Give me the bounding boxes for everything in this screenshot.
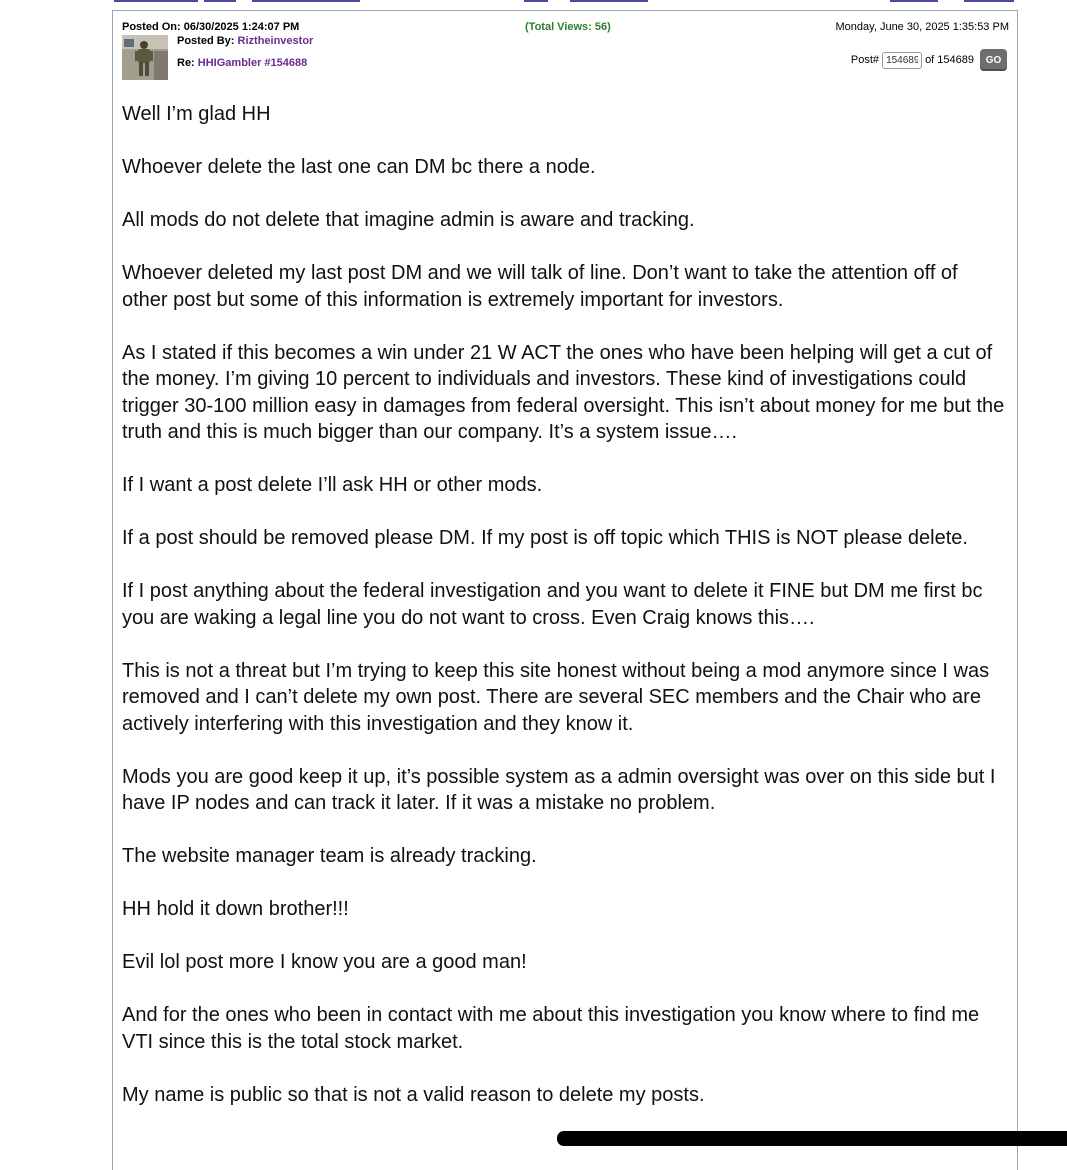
post-paragraph: Well I’m glad HH <box>122 103 271 125</box>
post-paragraph: All mods do not delete that imagine admin is aware and tracking. <box>122 209 695 231</box>
post-number-label: Post# <box>850 54 880 66</box>
redaction-bar <box>557 1131 1067 1146</box>
post-paragraph: If I post anything about the federal investigation and you want to delete it FINE but DM me first bc you are waking a legal line you do not want to cross. Even Craig knows this…. <box>122 580 983 629</box>
reply-to <box>177 57 307 69</box>
posted-by <box>177 35 313 47</box>
post-container <box>112 10 1018 1170</box>
post-total-label: of 154689 <box>925 54 974 66</box>
post-navigation <box>851 49 1007 71</box>
reply-to-label: Re: <box>177 57 195 69</box>
posted-by-username-link[interactable]: Riztheinvestor <box>237 35 314 47</box>
post-paragraph: As I stated if this becomes a win under 21 W ACT the ones who have been helping will get a cut of the money. I’m giving 10 percent to individuals and investors. These kind of investigations could trigger 30-100 million easy in damages from federal oversight. This isn’t about money for me but the truth and this is much bigger than our company. It’s a system issue…. <box>122 341 1005 443</box>
total-views: (Total Views: 56) <box>525 21 611 33</box>
posted-by-label: Posted By: <box>177 35 235 47</box>
reply-to-link[interactable]: HHIGambler #154688 <box>197 57 308 69</box>
current-date: Monday, June 30, 2025 1:35:53 PM <box>835 21 1009 33</box>
post-body <box>122 101 1007 1135</box>
post-paragraph: This is not a threat but I’m trying to keep this site honest without being a mod anymore since I was removed and I can’t delete my own post. There are several SEC members and the Chair who are actively interfering with this investigation and they know it. <box>122 659 990 735</box>
post-paragraph: Whoever deleted my last post DM and we will talk of line. Don’t want to take the attention off of other post but some of this information is extremely important for investors. <box>122 262 958 311</box>
post-paragraph: The website manager team is already tracking. <box>122 845 537 867</box>
post-number-input[interactable] <box>882 52 922 69</box>
post-paragraph: Mods you are good keep it up, it’s possible system as a admin oversight was over on this side but I have IP nodes and can track it later. If it was a mistake no problem. <box>122 765 996 814</box>
posted-on-value: 06/30/2025 1:24:07 PM <box>183 21 300 33</box>
go-button[interactable]: GO <box>980 49 1007 71</box>
post-paragraph: Evil lol post more I know you are a good man! <box>122 951 527 973</box>
post-paragraph: And for the ones who been in contact with me about this investigation you know where to find me VTI since this is the total stock market. <box>122 1004 980 1053</box>
posted-on <box>122 21 299 33</box>
avatar-image <box>122 35 168 80</box>
post-paragraph: Whoever delete the last one can DM bc there a node. <box>122 156 596 178</box>
post-paragraph: My name is public so that is not a valid reason to delete my posts. <box>122 1083 705 1106</box>
top-nav-remnant <box>112 0 1020 4</box>
post-paragraph: HH hold it down brother!!! <box>122 898 349 920</box>
posted-on-label: Posted On: <box>122 21 181 33</box>
avatar[interactable] <box>122 35 168 80</box>
post-paragraph: If a post should be removed please DM. If my post is off topic which THIS is NOT please delete. <box>122 527 968 549</box>
post-paragraph: If I want a post delete I’ll ask HH or other mods. <box>122 474 543 496</box>
